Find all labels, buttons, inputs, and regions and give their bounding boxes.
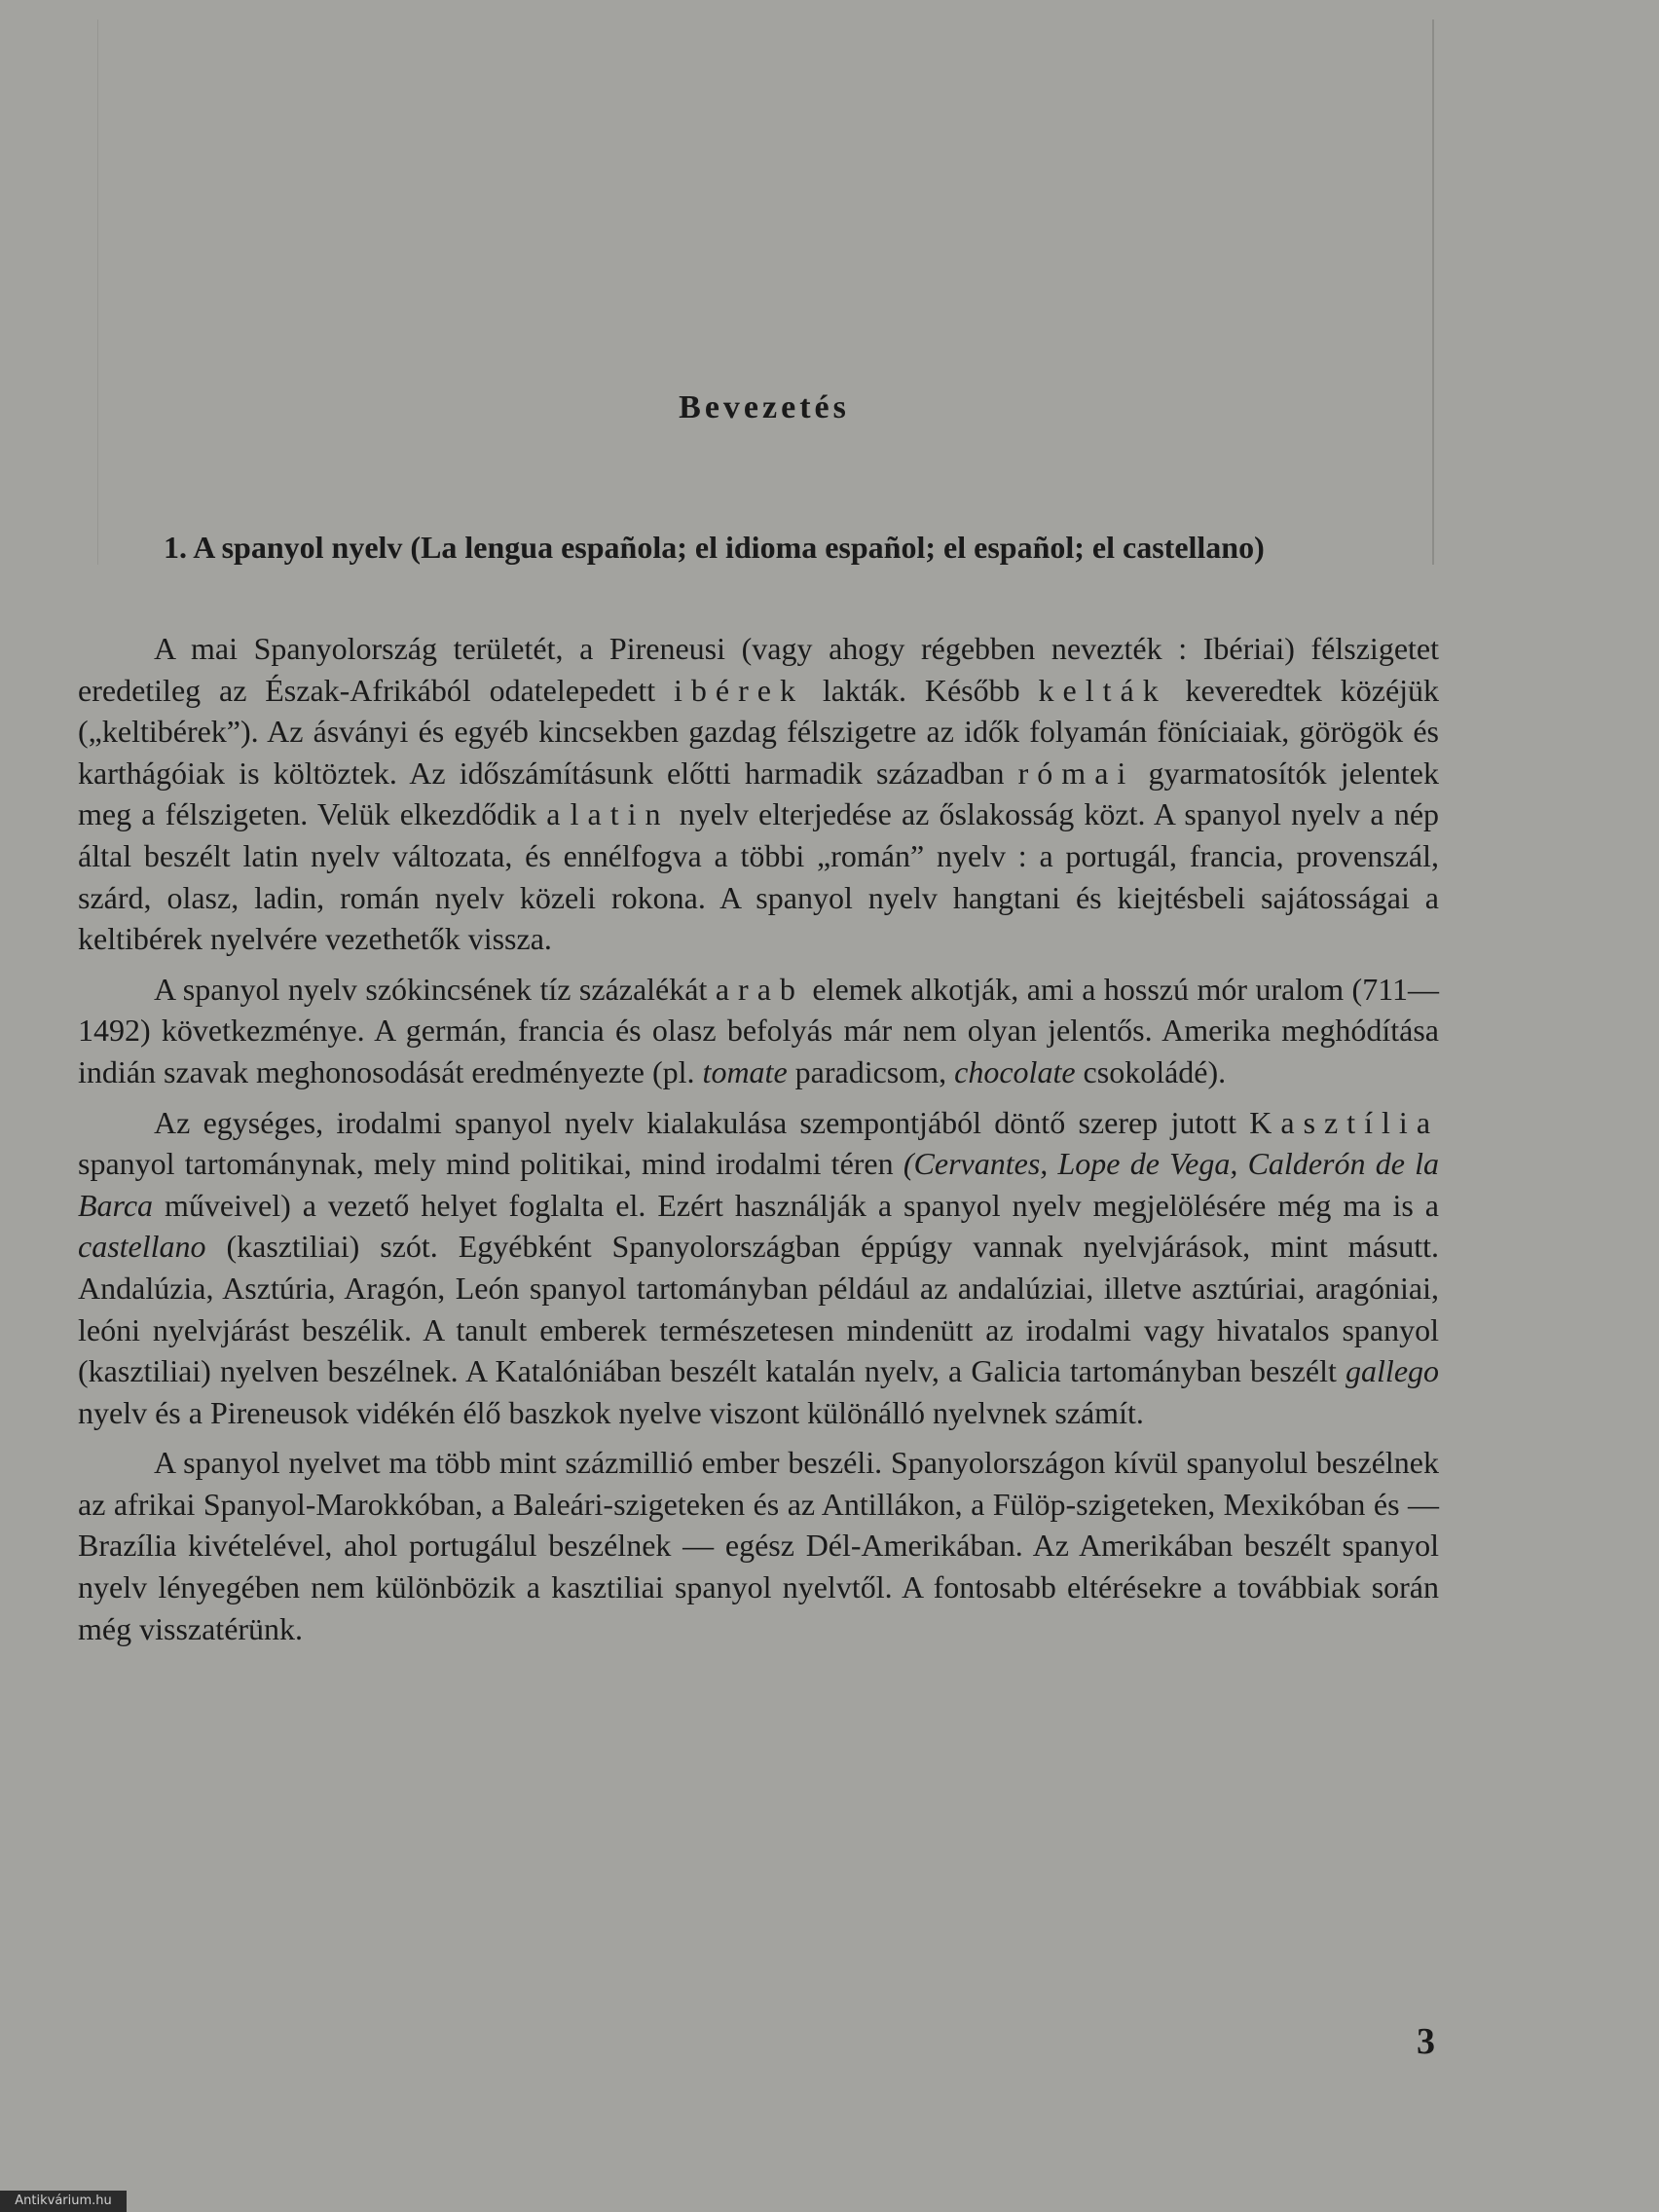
p2-italic-tomate: tomate — [702, 1053, 788, 1089]
section-title-text: A spanyol nyelv (La lengua española; el idioma español; el español; el castellano) — [193, 530, 1265, 565]
p2-text-c: paradicsom, — [794, 1053, 947, 1089]
p3-italic-gallego: gallego — [1346, 1353, 1440, 1389]
section-title — [78, 526, 1437, 570]
paragraph-2 — [78, 969, 1439, 1093]
p1-spaced-latin: latin — [570, 796, 670, 832]
p1-spaced-iberek: ibérek — [674, 672, 804, 708]
p3-text-a: Az egységes, irodalmi spanyol nyelv kialakulása szempontjából döntő szerep jutott — [154, 1104, 1237, 1140]
paragraph-4: A spanyol nyelvet ma több mint százmillió ember beszéli. Spanyolországon kívül spanyolul beszélnek az afrikai Spanyol-Marokkóban, a Baleári-szigeteken és az Antillákon, a Fülöp-szigeteken, Mexikóban és — Brazília kivételével, ahol portugálul beszélnek — egész Dél-Amerikában. Az Amerikában beszélt spanyol nyelv lényegében nem különbözik a kasztiliai spanyol nyelvtől. A fontosabb eltérésekre a továbbiak során még visszatérünk. — [78, 1445, 1439, 1646]
show-through-frame — [97, 19, 1434, 565]
p1-text-d: gyarmatosítók jelentek meg a félszigeten. Velük elkezdődik a — [78, 755, 1440, 832]
paragraph-1 — [78, 628, 1439, 960]
p1-text-e: nyelv elterjedése az őslakosság közt. A spanyol nyelv a nép által beszélt latin nyelv változata, és ennélfogva a többi „román” nyelv : a portugál, francia, provenszál, szárd, olasz, ladin, román nyelv közeli rokona. A spanyol nyelv hangtani és kiejtésbeli sajátosságai a keltibérek nyelvére vezethetők vissza. — [78, 796, 1440, 957]
p3-text-d: (kasztiliai) szót. Egyébként Spanyolországban éppúgy vannak nyelvjárások, mint másutt. Andalúzia, Asztúria, Aragón, León spanyol tartományban például az andalúziai, illetve asztúriai, aragóniai, leóni nyelvjárást beszélik. A tanult emberek természetesen mindenütt az irodalmi vagy hivatalos spanyol (kasztiliai) nyelven beszélnek. A Katalóniában beszélt katalán nyelv, a Galicia tartományban beszélt — [78, 1229, 1440, 1389]
p1-text-b: lakták. Később — [822, 672, 1020, 708]
section-number: 1. — [164, 530, 187, 565]
p3-text-b: spanyol tartománynak, mely mind politikai, mind irodalmi téren — [78, 1146, 894, 1182]
p1-spaced-keltak: kelták — [1038, 672, 1167, 708]
p3-text-c: a vezető helyet foglalta el. Ezért használják a spanyol nyelv megjelölésére még ma is a — [302, 1187, 1440, 1223]
p2-text-d: csokoládé). — [1083, 1053, 1227, 1089]
paragraph-3 — [78, 1102, 1439, 1434]
p1-spaced-romai: római — [1017, 755, 1135, 791]
p2-spaced-arab: arab — [715, 971, 804, 1007]
watermark: Antikvárium.hu — [0, 2191, 127, 2212]
p1-text-c: keveredtek közéjük („keltibérek”). Az ásványi és egyéb kincsekben gazdag félszigetre az idők folyamán föníciaiak, görögök és karthágóiak is költöztek. Az időszámításunk előtti harmadik században — [78, 672, 1440, 791]
page-number: 3 — [1417, 2021, 1435, 2062]
p3-text-muveivel: műveivel) — [165, 1187, 291, 1223]
p3-italic-castellano: castellano — [78, 1229, 206, 1265]
p1-text-a: A mai Spanyolország területét, a Pireneusi (vagy ahogy régebben nevezték : Ibériai) félszigetet eredetileg az Észak-Afrikából odatelepedett — [78, 631, 1439, 708]
p2-text-a: A spanyol nyelv szókincsének tíz százalékát — [154, 971, 708, 1007]
p3-italic-works: (Cervantes, Lope de Vega, Calderón de la Barca — [78, 1146, 1440, 1223]
p3-spaced-kasztilia: Kasztília — [1249, 1104, 1440, 1140]
p2-italic-chocolate: chocolate — [954, 1053, 1076, 1089]
chapter-heading: Bevezetés — [679, 389, 850, 425]
body-text — [78, 628, 1439, 1658]
p2-text-b: elemek alkotják, ami a hosszú mór uralom (711—1492) következménye. A germán, francia és olasz befolyás már nem olyan jelentős. Amerika meghódítása indián szavak meghonosodását eredményezte (pl. — [78, 971, 1440, 1089]
p3-text-e: nyelv és a Pireneusok vidékén élő baszkok nyelve viszont különálló nyelvnek számít. — [78, 1394, 1144, 1430]
